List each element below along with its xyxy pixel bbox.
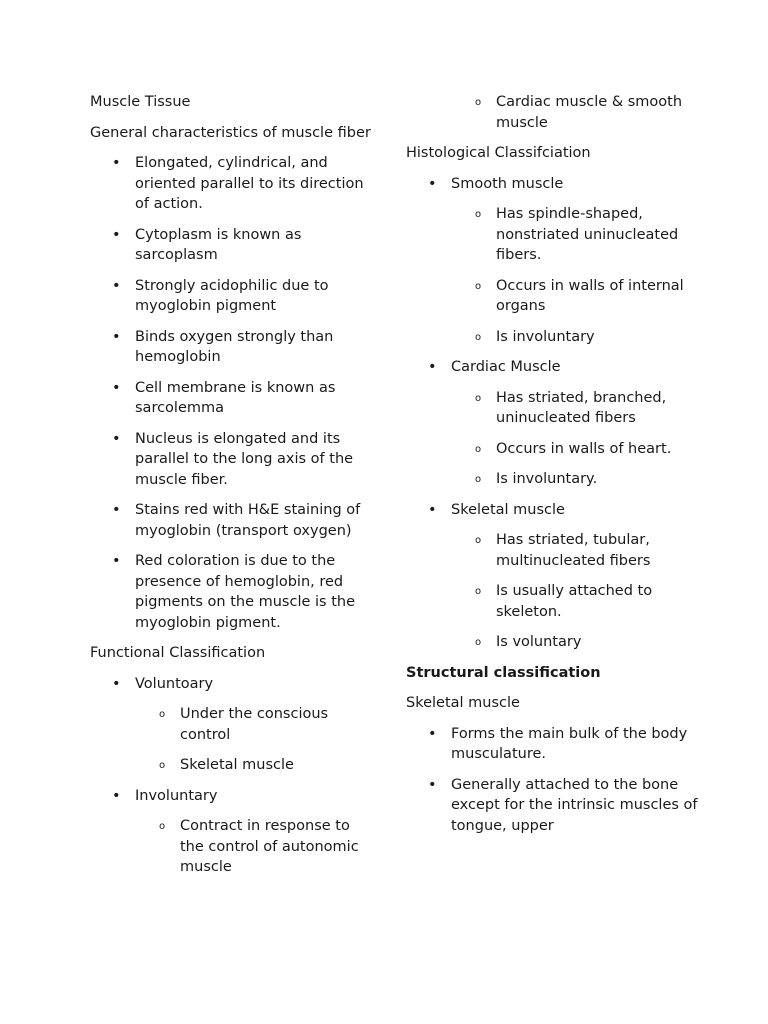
sub-list xyxy=(451,388,698,490)
circle-bullet-icon: o xyxy=(475,637,482,648)
circle-bullet-icon: o xyxy=(159,709,166,720)
list-item: • Strongly acidophilic due to myoglobin pigment xyxy=(112,277,329,314)
general-characteristics-heading: General characteristics of muscle fiber xyxy=(90,124,371,141)
bullet-icon: • xyxy=(112,787,121,804)
left-column xyxy=(90,92,372,888)
document-title: Muscle Tissue xyxy=(90,94,191,110)
sub-list-item: o Skeletal muscle xyxy=(135,755,372,776)
circle-bullet-icon: o xyxy=(475,209,482,220)
bullet-icon: • xyxy=(112,328,121,345)
sub-list-item: o Occurs in walls of heart. xyxy=(451,439,698,460)
circle-bullet-icon: o xyxy=(475,280,482,292)
sub-list-item: o Is voluntary xyxy=(451,632,698,653)
list-item: • Cytoplasm is known as sarcoplasm xyxy=(112,226,302,263)
skeletal-muscle-heading: Skeletal muscle xyxy=(406,695,520,711)
list-item: • Voluntoary o Under the conscious control o Skeletal muscle xyxy=(90,674,372,776)
bullet-icon: • xyxy=(112,430,121,447)
list-item: • Forms the main bulk of the body musculature. xyxy=(428,725,688,762)
list-item: • Nucleus is elongated and its parallel to the long axis of the muscle fiber. xyxy=(112,430,354,488)
histological-classification-heading: Histological Classifciation xyxy=(406,145,591,161)
circle-bullet-icon: o xyxy=(475,535,482,546)
functional-classification-list xyxy=(90,674,372,878)
bullet-icon: • xyxy=(428,175,437,192)
circle-bullet-icon: o xyxy=(475,97,482,108)
bullet-icon: • xyxy=(112,277,121,294)
list-item: • Cell membrane is known as sarcolemma xyxy=(112,379,336,416)
histological-classification-list xyxy=(406,174,698,653)
functional-classification-heading: Functional Classification xyxy=(90,645,266,661)
circle-bullet-icon: o xyxy=(475,392,482,404)
sub-list xyxy=(135,816,372,878)
bullet-icon: • xyxy=(428,359,437,375)
sub-list xyxy=(451,204,698,347)
list-item: • Elongated, cylindrical, and oriented parallel to its direction of action. xyxy=(112,155,364,212)
list-item: • Involuntary o Contract in response to the control of autonomic muscle xyxy=(90,786,372,878)
circle-bullet-icon: o xyxy=(475,586,482,597)
bullet-icon: • xyxy=(428,776,437,793)
bullet-icon: • xyxy=(112,675,121,692)
sub-list-item: o Is involuntary. xyxy=(451,469,698,490)
circle-bullet-icon: o xyxy=(475,331,482,343)
skeletal-muscle-list xyxy=(406,724,698,837)
circle-bullet-icon: o xyxy=(475,443,482,455)
list-item: • Stains red with H&E staining of myoglobin (transport oxygen) xyxy=(112,502,361,539)
general-characteristics-list xyxy=(90,153,372,633)
bullet-icon: • xyxy=(428,725,437,742)
list-item: • Binds oxygen strongly than hemoglobin xyxy=(112,328,334,365)
list-item: • Skeletal muscle o Has striated, tubular, multinucleated fibers o Is usually attached to skeleton. o Is voluntary xyxy=(406,500,698,653)
circle-bullet-icon: o xyxy=(159,760,166,771)
continued-sub-list xyxy=(406,92,698,133)
bullet-icon: • xyxy=(112,155,121,171)
sub-list-item: o Occurs in walls of internal organs xyxy=(475,277,684,314)
structural-classification-heading: Structural classification xyxy=(406,664,601,681)
sub-list-item: o Has striated, branched, uninucleated fibers xyxy=(475,389,667,426)
right-column xyxy=(406,92,698,846)
list-item: • Smooth muscle o Has spindle-shaped, nonstriated uninucleated fibers. o Occurs in walls of internal organs o Is involuntary xyxy=(406,174,698,348)
sub-list-item: o Cardiac muscle & smooth muscle xyxy=(475,94,683,131)
sub-list-item: o Is usually attached to skeleton. xyxy=(475,583,653,620)
circle-bullet-icon: o xyxy=(159,821,166,832)
bullet-icon: • xyxy=(112,502,121,518)
bullet-icon: • xyxy=(112,379,121,396)
sub-list-item: o Is involuntary xyxy=(451,327,698,348)
circle-bullet-icon: o xyxy=(475,474,482,485)
list-item: • Red coloration is due to the presence of hemoglobin, red pigments on the muscle is the myoglobin pigment. xyxy=(112,553,355,631)
bullet-icon: • xyxy=(112,226,121,243)
sub-list-item: o Has striated, tubular, multinucleated fibers xyxy=(475,532,651,569)
bullet-icon: • xyxy=(112,553,121,569)
sub-list xyxy=(451,530,698,653)
sub-list xyxy=(135,704,372,776)
sub-list-item: o Contract in response to the control of autonomic muscle xyxy=(159,818,359,875)
list-item: • Generally attached to the bone except for the intrinsic muscles of tongue, upper xyxy=(428,776,698,834)
sub-list-item: o Under the conscious control xyxy=(159,706,329,743)
list-item: • Cardiac Muscle o Has striated, branched, uninucleated fibers o Occurs in walls of heart. o Is involuntary. xyxy=(406,357,698,490)
sub-list-item: o Has spindle-shaped, nonstriated uninucleated fibers. xyxy=(475,206,679,263)
bullet-icon: • xyxy=(428,501,437,518)
